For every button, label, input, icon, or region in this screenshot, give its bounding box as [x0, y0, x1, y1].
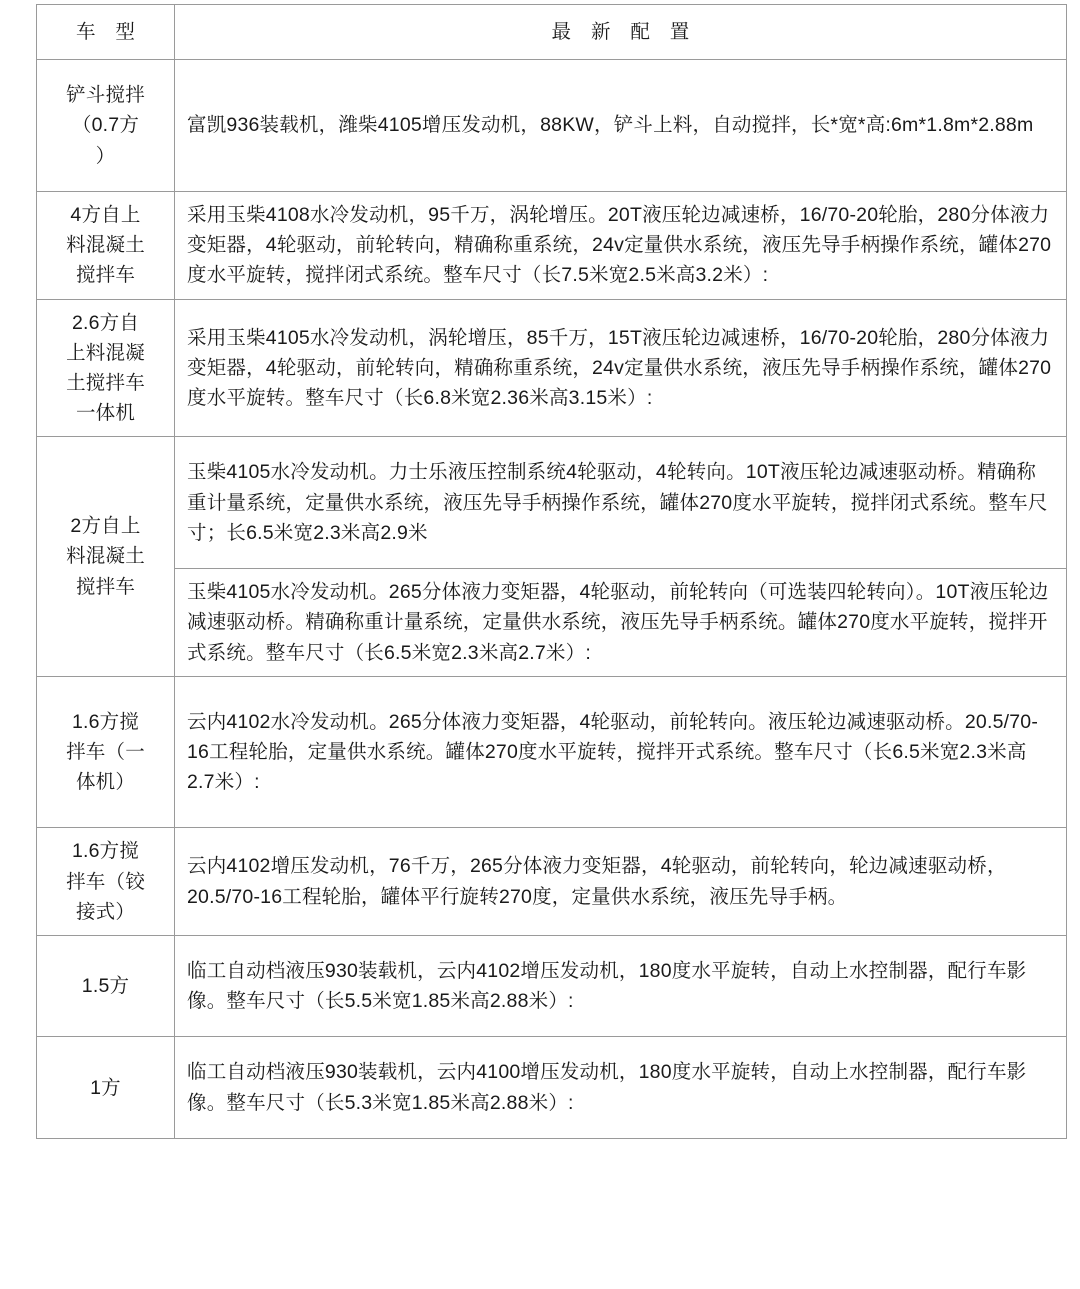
model-line: 料混凝土: [66, 545, 145, 568]
model-cell: [37, 1037, 175, 1138]
model-line: （0.7方: [71, 114, 140, 137]
config-cell: 玉柴4105水冷发动机。265分体液力变矩器，4轮驱动，前轮转向（可选装四轮转向）。10T液压轮边减速驱动桥。精确称重计量系统，定量供水系统，液压先导手柄系统。罐体270度水平旋转，搅拌开式系统。整车尺寸（长6.5米宽2.3米高2.7米）:: [175, 569, 1067, 677]
model-line: 体机）: [75, 771, 136, 794]
table-row: [37, 1037, 1067, 1138]
header-model-label: 车 型: [75, 21, 136, 43]
table-row: [37, 60, 1067, 192]
config-cell: 采用玉柴4105水冷发动机，涡轮增压，85千万，15T液压轮边减速桥，16/70-20轮胎，280分体液力变矩器，4轮驱动，前轮转向，精确称重系统，24v定量供水系统，液压先导手柄操作系统，罐体270度水平旋转。整车尺寸（长6.8米宽2.36米高3.15米）:: [175, 299, 1067, 437]
config-cell: 采用玉柴4108水冷发动机，95千万，涡轮增压。20T液压轮边减速桥，16/70-20轮胎，280分体液力变矩器，4轮驱动，前轮转向，精确称重系统，24v定量供水系统，液压先导手柄操作系统，罐体270度水平旋转，搅拌闭式系统。整车尺寸（长7.5米宽2.5米高3.2米）:: [175, 191, 1067, 299]
model-line: 2.6方自: [71, 311, 140, 334]
model-line: ）: [95, 144, 116, 167]
config-cell: 临工自动档液压930装载机，云内4100增压发动机，180度水平旋转，自动上水控制器，配行车影像。整车尺寸（长5.3米宽1.85米高2.88米）:: [175, 1037, 1067, 1138]
vehicle-spec-table: [36, 4, 1067, 1139]
model-line: 搅拌车: [75, 575, 136, 598]
model-line: 搅拌车: [75, 264, 136, 287]
model-line: 料混凝土: [66, 234, 145, 257]
model-line: 上料混凝: [66, 341, 145, 364]
model-line: 拌车（铰: [66, 870, 145, 893]
table-header-row: [37, 5, 1067, 60]
model-line: 一体机: [75, 402, 136, 425]
header-config-label: 最 新 配 置: [551, 21, 690, 43]
config-cell: 玉柴4105水冷发动机。力士乐液压控制系统4轮驱动，4轮转向。10T液压轮边减速驱动桥。精确称重计量系统，定量供水系统，液压先导手柄操作系统，罐体270度水平旋转，搅拌闭式系统。整车尺寸；长6.5米宽2.3米高2.9米: [175, 437, 1067, 569]
table-row: [37, 191, 1067, 299]
table-row: [37, 676, 1067, 828]
model-line: 4方自上: [70, 203, 141, 226]
config-cell: 临工自动档液压930装载机，云内4102增压发动机，180度水平旋转，自动上水控制器，配行车影像。整车尺寸（长5.5米宽1.85米高2.88米）:: [175, 936, 1067, 1037]
config-cell: 云内4102水冷发动机。265分体液力变矩器，4轮驱动，前轮转向。液压轮边减速驱动桥。20.5/70-16工程轮胎，定量供水系统。罐体270度水平旋转，搅拌开式系统。整车尺寸（长6.5米宽2.3米高2.7米）:: [175, 676, 1067, 828]
config-cell: 云内4102增压发动机，76千万，265分体液力变矩器，4轮驱动，前轮转向，轮边减速驱动桥，20.5/70-16工程轮胎，罐体平行旋转270度，定量供水系统，液压先导手柄。: [175, 828, 1067, 936]
model-line: 1方: [90, 1076, 121, 1099]
model-cell: [37, 191, 175, 299]
model-cell: [37, 60, 175, 192]
model-line: 1.6方搅: [71, 840, 140, 863]
model-line: 1.6方搅: [71, 710, 140, 733]
model-line: 土搅拌车: [66, 371, 145, 394]
model-cell: [37, 437, 175, 676]
model-cell: [37, 299, 175, 437]
model-line: 拌车（一: [66, 740, 145, 763]
model-cell: [37, 676, 175, 828]
table-row: [37, 437, 1067, 569]
header-cell-config: [175, 5, 1067, 60]
model-cell: [37, 828, 175, 936]
model-line: 铲斗搅拌: [66, 84, 145, 107]
model-cell: [37, 936, 175, 1037]
table-row: [37, 569, 1067, 677]
table-row: [37, 936, 1067, 1037]
model-line: 2方自上: [70, 515, 141, 538]
table-row: [37, 299, 1067, 437]
table-row: [37, 828, 1067, 936]
model-line: 1.5方: [81, 975, 130, 998]
header-cell-model: [37, 5, 175, 60]
config-cell: 富凯936装载机，潍柴4105增压发动机，88KW，铲斗上料，自动搅拌，长*宽*高:6m*1.8m*2.88m: [175, 60, 1067, 192]
model-line: 接式）: [75, 900, 136, 923]
